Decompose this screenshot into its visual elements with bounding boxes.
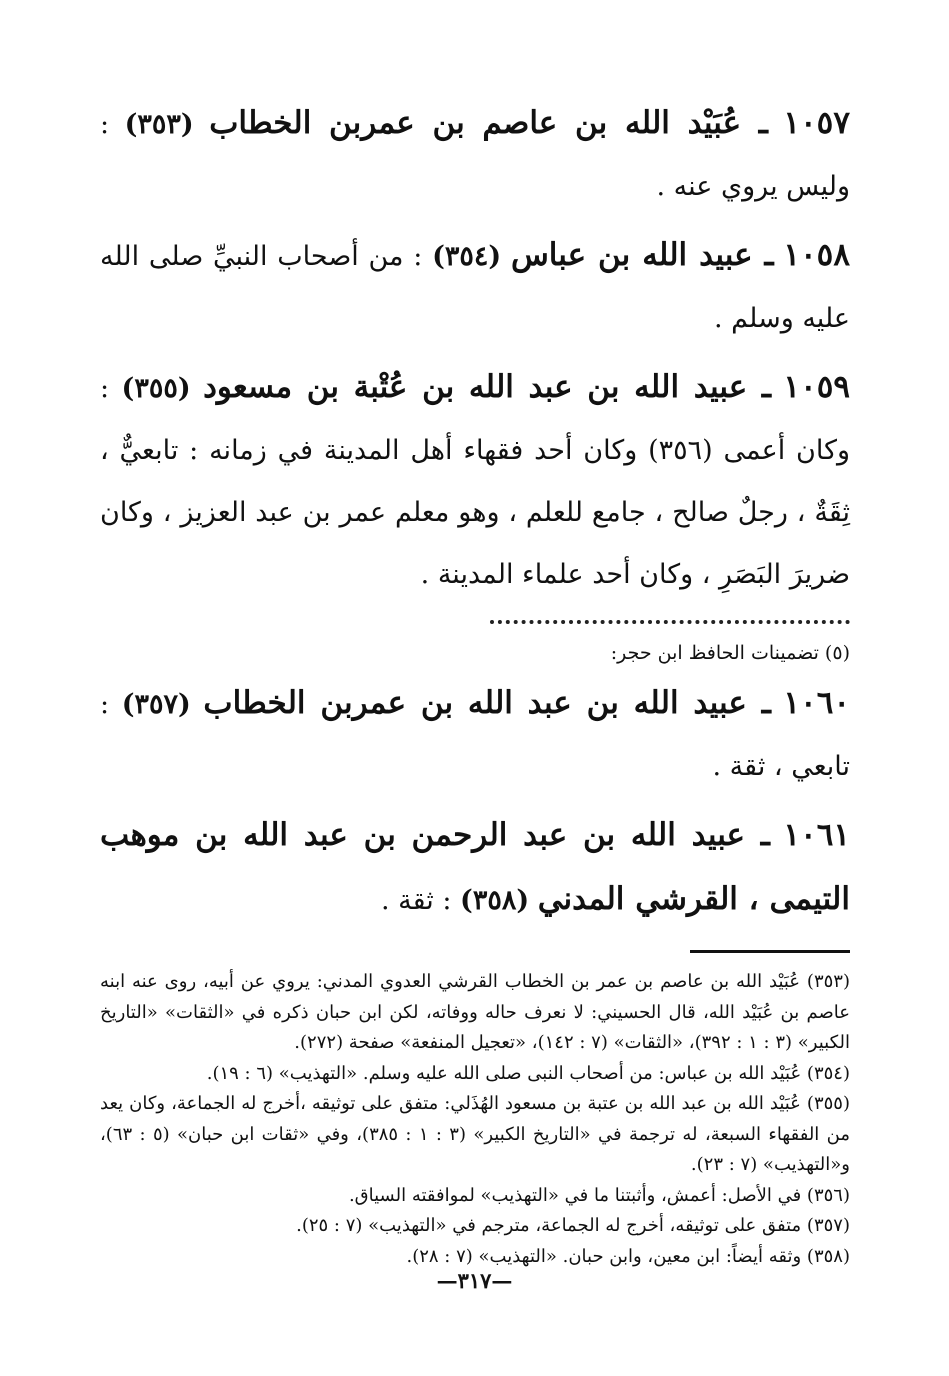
footnote-rule: [690, 950, 850, 953]
entry-description: : وكان أعمى (٣٥٦) وكان أحد فقهاء أهل المدينة في زمانه : تابعيٌّ ، ثِقَةٌ ، رجلٌ صالح ، جامع للعلم ، وهو معلم عمر بن عبد العزيز ، وكان ضريرَ البَصَرِ ، وكان أحد علماء المدينة .: [100, 373, 851, 590]
entry-dash: ـ: [745, 817, 770, 853]
footnote-ref: (٣٥٥): [121, 373, 191, 404]
entry-number: ١٠٦١: [783, 817, 850, 853]
document-page: [100, 92, 850, 1272]
entry-dash: ـ: [752, 237, 774, 273]
entry-dash: ـ: [747, 369, 771, 405]
dotted-separator: [490, 620, 850, 624]
entry-number: ١٠٥٧: [783, 105, 850, 141]
footnote-355: (٣٥٥) عُبَيْد الله بن عبد الله بن عتبة بن مسعود الهُذَلي: متفق على توثيقه ،أخرج له الجماعة، وكان يعد من الفقهاء السبعة، له ترجمة في «التاريخ الكبير» (٣ : ١ : ٣٨٥)، وفي «ثقات ابن حبان» (٥ : ٦٣)، و«التهذيب» (٧ : ٢٣).: [100, 1093, 850, 1175]
footnote-357: (٣٥٧) متفق على توثيقه، أخرج له الجماعة، مترجم في «التهذيب» (٧ : ٢٥).: [296, 1215, 850, 1236]
entry-number: ١٠٦٠: [783, 685, 850, 721]
entry-1059: [100, 356, 850, 606]
entry-dash: ـ: [746, 685, 771, 721]
footnote-ref: (٣٥٨): [460, 885, 530, 916]
entry-number: ١٠٥٨: [783, 237, 850, 273]
entry-1061: [100, 804, 850, 932]
footnote-354: (٣٥٤) عُبَيْد الله بن عباس: من أصحاب النبى صلى الله عليه وسلم. «التهذيب» (٦ : ١٩).: [206, 1062, 850, 1084]
footnote-356: (٣٥٦) في الأصل: أعمش، وأثبتنا ما في «التهذيب» لموافقته السياق.: [348, 1184, 850, 1206]
entry-description: : تابعي ، ثقة .: [100, 689, 850, 782]
insertion-note-label: (٥) تضمينات الحافظ ابن حجر:: [610, 642, 850, 664]
entry-1057: [100, 92, 850, 218]
footnote-353: (٣٥٣) عُبَيْد الله بن عاصم بن عمر بن الخطاب القرشي العدوي المدني: يروي عن أبيه، روى عنه ابنه عاصم بن عُبَيْد الله، قال الحسيني: لا نعرف حاله ووفاته، لكن ابن حبان ذكره في «الثقات» «التاريخ الكبير» (٣ : ١ : ٣٩٢)، «الثقات» (٧ : ١٤٢)، «تعجيل المنفعة» صفحة (٢٧٢).: [100, 971, 850, 1053]
entry-name: عُبَيْد الله بن عاصم بن عمربن الخطاب: [209, 105, 742, 141]
entry-1060: [100, 672, 850, 798]
footnote-ref: (٣٥٤): [432, 241, 502, 272]
entry-dash: ـ: [741, 105, 768, 141]
entry-description: : ثقة .: [380, 885, 452, 916]
entry-number: ١٠٥٩: [783, 369, 850, 405]
entry-description: : وليس يروي عنه .: [100, 109, 850, 202]
entry-name: عبيد الله بن عباس: [510, 237, 753, 273]
entry-1058: [100, 224, 850, 350]
entry-name: عبيد الله بن عبد الرحمن بن عبد الله بن موهب التيمى ، القرشي المدني: [100, 817, 850, 917]
page-number: —٣١٧—: [436, 1268, 513, 1293]
entry-name: عبيد الله بن عبد الله بن عُتْبة بن مسعود: [203, 369, 748, 405]
entry-name: عبيد الله بن عبد الله بن عمربن الخطاب: [203, 685, 747, 721]
footnote-ref: (٣٥٣): [124, 109, 194, 140]
footnotes: [100, 967, 850, 1272]
footnote-358: (٣٥٨) وثقه أيضاً: ابن معين، وابن حبان. «التهذيب» (٧ : ٢٨).: [406, 1245, 850, 1267]
footnote-ref: (٣٥٧): [121, 689, 191, 720]
entry-description: : من أصحاب النبيِّ صلى الله عليه وسلم .: [100, 241, 850, 334]
